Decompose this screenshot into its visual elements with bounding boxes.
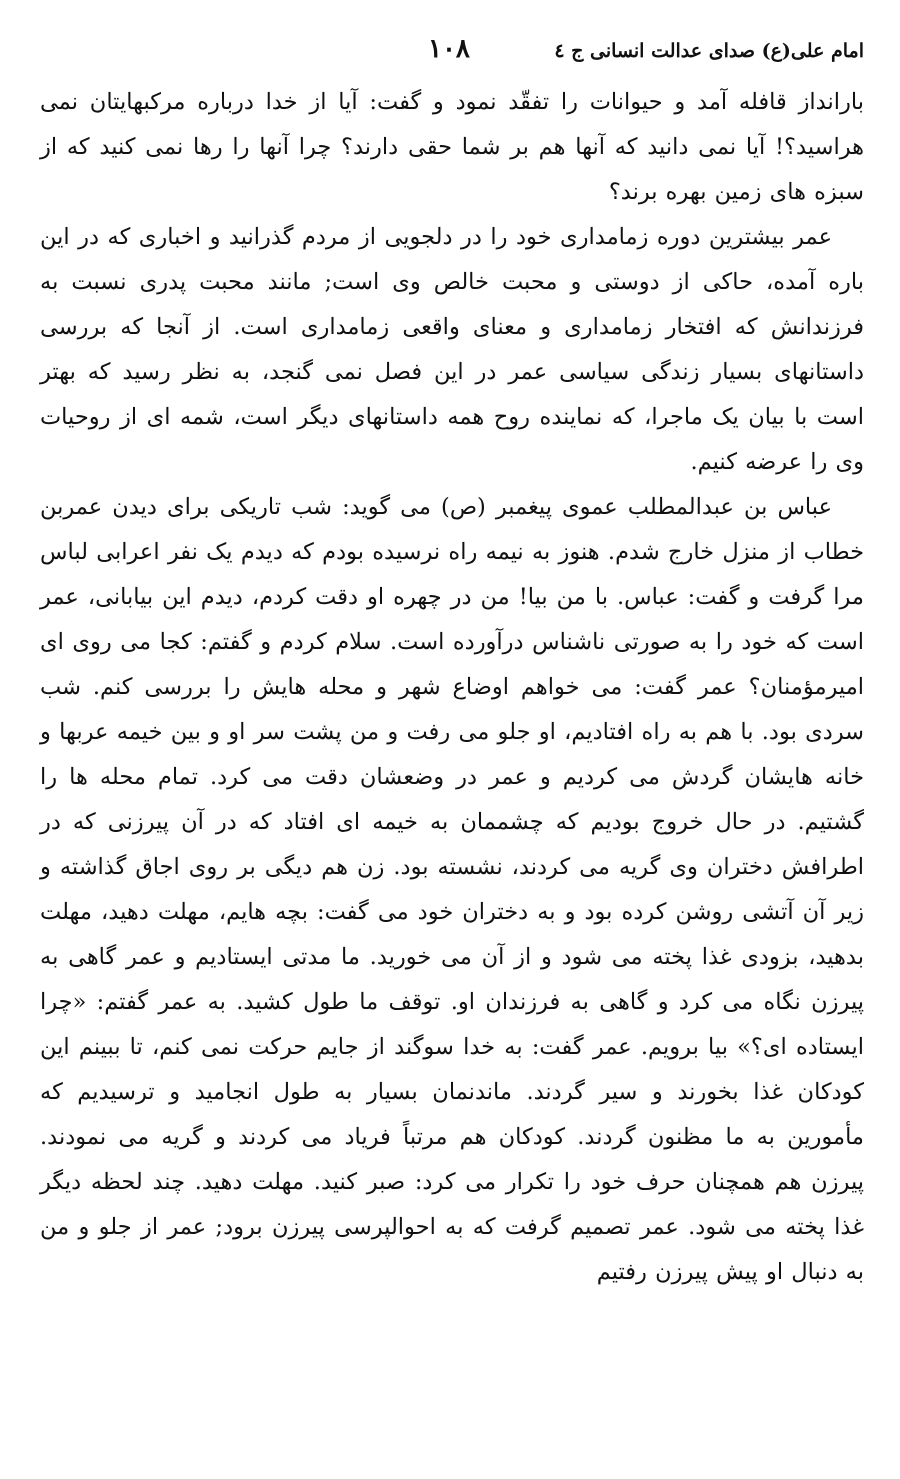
paragraph-umar-governance: عمر بیشترین دوره زمامداری خود را در دلجویی از مردم گذرانید و اخباری که در این باره آمده، حاکی از دوستی و محبت خالص وی است; مانند محبت پدری نسبت به فرزندانش که افتخار زمامداری و معنای واقعی زمامداری است. از آنجا که بررسی داستانهای بسیار زندگی سیاسی عمر در این فصل نمی گنجد، به نظر رسید که بهتر است با بیان یک ماجرا، که نماینده روح همه داستانهای دیگر است، شمه ای از روحیات وی را عرضه کنیم. [40, 224, 864, 475]
paragraph-abbas-story: عباس بن عبدالمطلب عموی پیغمبر (ص) می گوید: شب تاریکی برای دیدن عمربن خطاب از منزل خارج شدم. هنوز به نیمه راه نرسیده بودم که دیدم یک نفر اعرابی لباس مرا گرفت و گفت: عباس. با من بیا! من در چهره او دقت کردم، دیدم این بیابانی، عمر است که خود را به صورتی ناشناس درآورده است. سلام کردم و گفتم: کجا می روی ای امیرمؤمنان؟ عمر گفت: می خواهم اوضاع شهر و محله هایش را بررسی کنم. شب سردی بود. با هم به راه افتادیم، او جلو می رفت و من پشت سر او و بین خیمه عربها و خانه هایشان گردش می کردیم و عمر در وضعشان دقت می کرد. تمام محله ها را گشتیم. در حال خروج بودیم که چشممان به خیمه ای افتاد که در آن پیرزنی که در اطرافش دختران وی گریه می کردند، نشسته بود. زن هم دیگی بر روی اجاق گذاشته و زیر آن آتشی روشن کرده بود و به دختران خود می گفت: بچه هایم، مهلت دهید، مهلت بدهید، بزودی غذا پخته می شود و از آن می خورید. ما مدتی ایستادیم و عمر گاهی به پیرزن نگاه می کرد و گاهی به فرزندان او. توقف ما طول کشید. به عمر گفتم: «چرا ایستاده ای؟» بیا برویم. عمر گفت: به خدا سوگند از جایم حرکت نمی کنم، تا ببینم این کودکان غذا بخورند و سیر گردند. ماندنمان بسیار به طول انجامید و ترسیدیم که مأمورین به ما مظنون گردند. کودکان هم مرتباً فریاد می کردند و گریه می نمودند. پیرزن هم همچنان حرف خود را تکرار می کرد: صبر کنید. مهلت دهید. چند لحظه دیگر غذا پخته می شود. عمر تصمیم گرفت که به احوالپرسی پیرزن برود; عمر از جلو و من به دنبال او پیش پیرزن رفتیم [40, 494, 864, 1285]
book-title-header: امام علی(ع) صدای عدالت انسانی ج ٤ [554, 40, 864, 62]
paragraph-continuation: بارانداز قافله آمد و حیوانات را تفقّد نمود و گفت: آیا از خدا درباره مرکبهایتان نمی هراسید؟! آیا نمی دانید که آنها هم بر شما حقی دارند؟ چرا آنها را رها نمی کنید که از سبزه های زمین بهره برند؟ [40, 89, 864, 205]
body-text [40, 80, 864, 1295]
running-header [40, 34, 864, 74]
page-number: ١٠٨ [428, 34, 470, 64]
